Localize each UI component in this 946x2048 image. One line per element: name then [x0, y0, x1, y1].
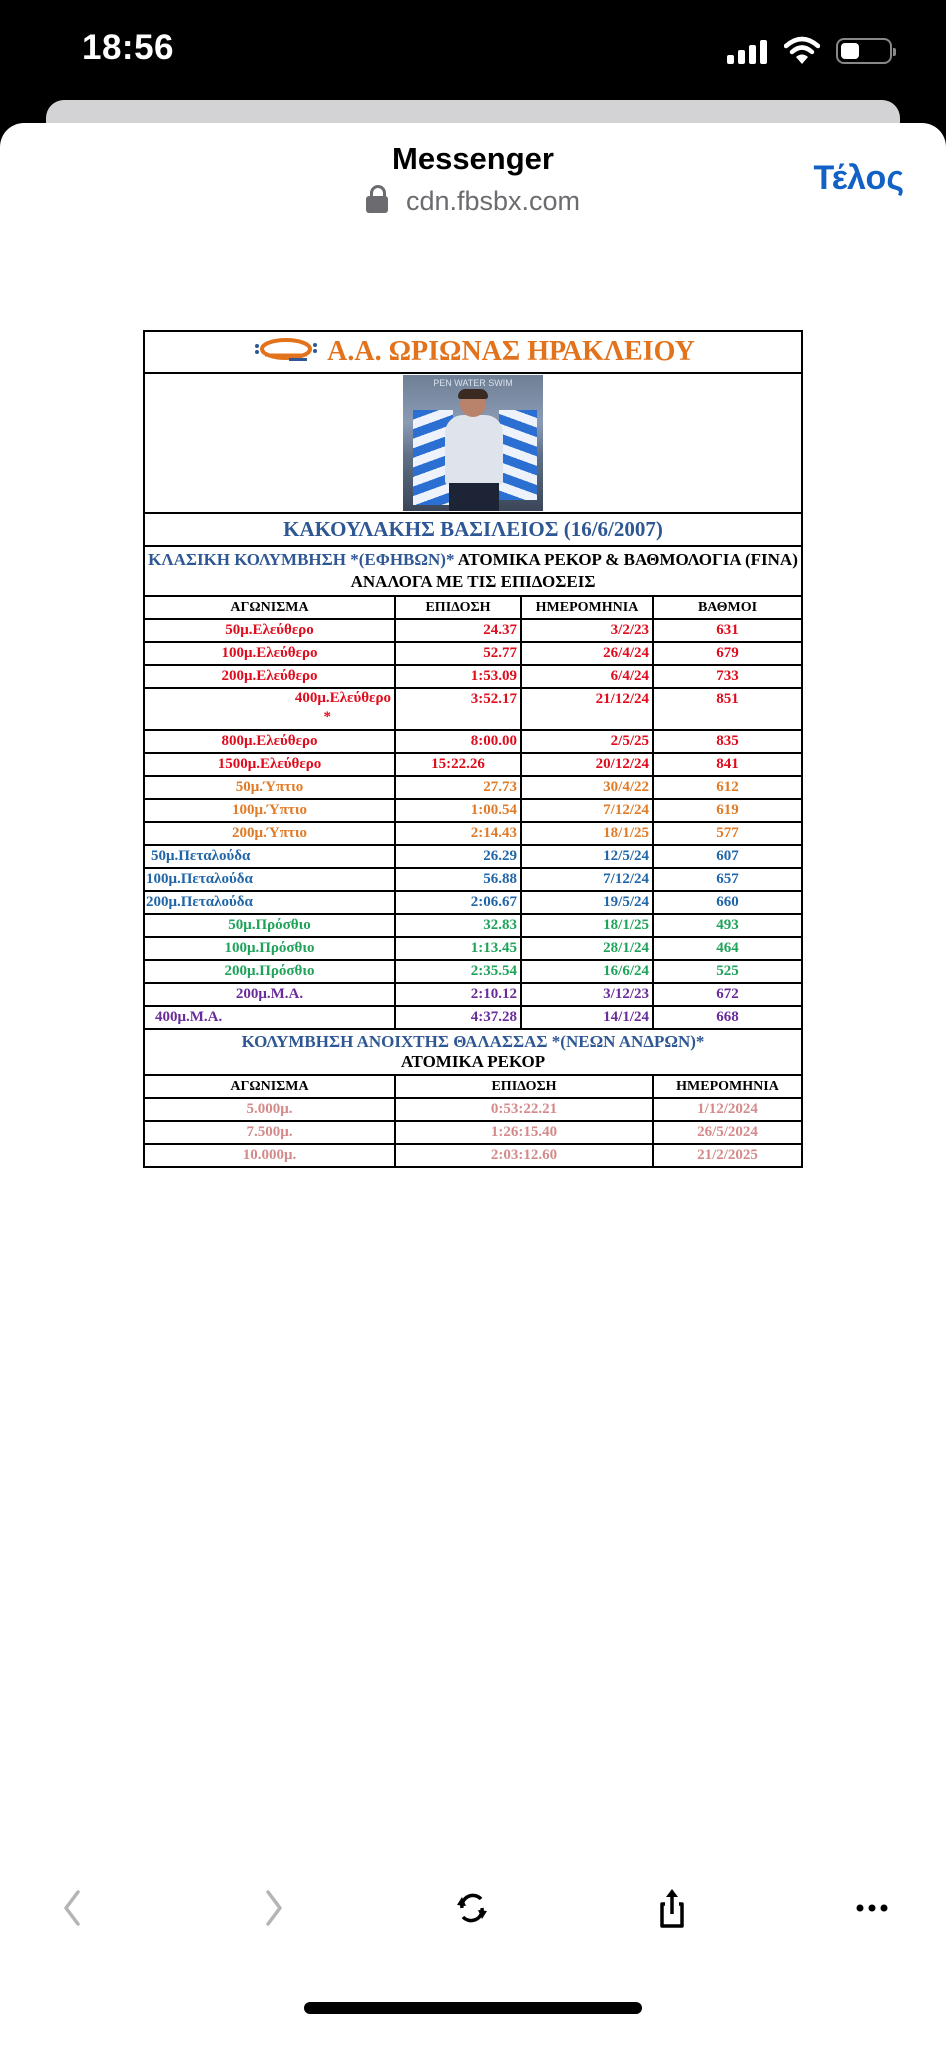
athlete-name: ΚΑΚΟΥΛΑΚΗΣ ΒΑΣΙΛΕΙΟΣ (16/6/2007) — [144, 513, 802, 546]
browser-title: Messenger — [392, 141, 554, 176]
event: 50μ.Πρόσθιο — [144, 914, 395, 937]
table-row — [144, 1006, 802, 1029]
open-water-header-row — [144, 1075, 802, 1098]
header-event: ΑΓΩΝΙΣΜΑ — [144, 596, 395, 619]
ow-header-time: ΕΠΙΔΟΣΗ — [395, 1075, 653, 1098]
table-row — [144, 642, 802, 665]
date: 14/1/24 — [521, 1006, 653, 1029]
event: 800μ.Ελεύθερο — [144, 730, 395, 753]
open-water-row — [144, 1144, 802, 1167]
open-water-title-blue: ΚΟΛΥΜΒΗΣΗ ΑΝΟΙΧΤΗΣ ΘΑΛΑΣΣΑΣ *(ΝΕΩΝ ΑΝΔΡΩΝ)* — [241, 1032, 705, 1051]
club-name: Α.Α. ΩΡΙΩΝΑΣ ΗΡΑΚΛΕΙΟΥ — [327, 336, 695, 367]
points: 835 — [653, 730, 802, 753]
points: 668 — [653, 1006, 802, 1029]
time: 56.88 — [395, 868, 521, 891]
records-table — [143, 330, 803, 1076]
points: 619 — [653, 799, 802, 822]
points: 493 — [653, 914, 802, 937]
points: 679 — [653, 642, 802, 665]
points: 657 — [653, 868, 802, 891]
url-bar[interactable] — [0, 185, 946, 217]
date: 6/4/24 — [521, 665, 653, 688]
table-row — [144, 960, 802, 983]
time: 4:37.28 — [395, 1006, 521, 1029]
pool-header-row — [144, 596, 802, 619]
time: 2:03:12.60 — [395, 1144, 653, 1167]
event: 200μ.Μ.Α. — [144, 983, 395, 1006]
time: 24.37 — [395, 619, 521, 642]
event: 400μ.Μ.Α. — [144, 1006, 395, 1029]
table-row — [144, 730, 802, 753]
time: 15:22.26 — [395, 753, 521, 776]
open-water-row — [144, 1121, 802, 1144]
record-document — [143, 330, 801, 1168]
chevron-left-icon[interactable] — [50, 1886, 94, 1930]
date: 21/2/2025 — [653, 1144, 802, 1167]
date: 18/1/25 — [521, 822, 653, 845]
event: 50μ.Ελεύθερο — [144, 619, 395, 642]
reload-icon[interactable] — [450, 1886, 494, 1930]
time: 8:00.00 — [395, 730, 521, 753]
done-button[interactable]: Τέλος — [813, 159, 904, 197]
event: 50μ.Πεταλούδα — [144, 845, 395, 868]
cellular-signal-icon — [727, 40, 771, 64]
event: 100μ.Ύπτιο — [144, 799, 395, 822]
time: 1:00.54 — [395, 799, 521, 822]
status-time: 18:56 — [82, 28, 175, 67]
points: 660 — [653, 891, 802, 914]
table-row — [144, 914, 802, 937]
more-icon[interactable] — [850, 1886, 894, 1930]
athlete-photo — [403, 375, 543, 511]
photo-cell — [144, 373, 802, 513]
table-row — [144, 937, 802, 960]
points: 607 — [653, 845, 802, 868]
club-logo-icon — [251, 334, 321, 364]
pool-title-blue: ΚΛΑΣΙΚΗ ΚΟΛΥΜΒΗΣΗ *(ΕΦΗΒΩΝ)* — [148, 550, 455, 569]
table-row — [144, 891, 802, 914]
points: 851 — [653, 688, 802, 730]
table-row — [144, 822, 802, 845]
time: 3:52.17 — [395, 688, 521, 730]
event: 100μ.Πεταλούδα — [144, 868, 395, 891]
event: 10.000μ. — [144, 1144, 395, 1167]
date: 28/1/24 — [521, 937, 653, 960]
time: 2:10.12 — [395, 983, 521, 1006]
time: 26.29 — [395, 845, 521, 868]
event: 200μ.Πεταλούδα — [144, 891, 395, 914]
open-water-row — [144, 1098, 802, 1121]
date: 26/5/2024 — [653, 1121, 802, 1144]
event: 200μ.Ύπτιο — [144, 822, 395, 845]
table-row — [144, 753, 802, 776]
date: 12/5/24 — [521, 845, 653, 868]
event: 200μ.Ελεύθερο — [144, 665, 395, 688]
club-title-cell — [144, 331, 802, 373]
open-water-title-black: ΑΤΟΜΙΚΑ ΡΕΚΟΡ — [400, 1052, 546, 1071]
event: 100μ.Πρόσθιο — [144, 937, 395, 960]
header-date: ΗΜΕΡΟΜΗΝΙΑ — [521, 596, 653, 619]
event: 1500μ.Ελεύθερο — [144, 753, 395, 776]
event: 7.500μ. — [144, 1121, 395, 1144]
time: 1:26:15.40 — [395, 1121, 653, 1144]
event: 200μ.Πρόσθιο — [144, 960, 395, 983]
home-indicator[interactable] — [304, 2002, 642, 2014]
table-row — [144, 845, 802, 868]
time: 2:35.54 — [395, 960, 521, 983]
table-row — [144, 665, 802, 688]
points: 464 — [653, 937, 802, 960]
points: 672 — [653, 983, 802, 1006]
event-note: * — [323, 709, 331, 725]
date: 3/2/23 — [521, 619, 653, 642]
wifi-icon — [784, 36, 820, 66]
date: 1/12/2024 — [653, 1098, 802, 1121]
date: 7/12/24 — [521, 799, 653, 822]
event: 50μ.Ύπτιο — [144, 776, 395, 799]
points: 631 — [653, 619, 802, 642]
chevron-right-icon[interactable] — [252, 1886, 296, 1930]
open-water-table — [143, 1074, 803, 1168]
table-row — [144, 983, 802, 1006]
table-row — [144, 799, 802, 822]
date: 3/12/23 — [521, 983, 653, 1006]
table-row — [144, 619, 802, 642]
date: 7/12/24 — [521, 868, 653, 891]
date: 18/1/25 — [521, 914, 653, 937]
ow-header-event: ΑΓΩΝΙΣΜΑ — [144, 1075, 395, 1098]
date: 26/4/24 — [521, 642, 653, 665]
header-points: ΒΑΘΜΟΙ — [653, 596, 802, 619]
ow-header-date: ΗΜΕΡΟΜΗΝΙΑ — [653, 1075, 802, 1098]
share-icon[interactable] — [650, 1886, 694, 1930]
time: 52.77 — [395, 642, 521, 665]
event-cell — [144, 688, 395, 730]
pool-section-title — [144, 546, 802, 596]
status-bar — [0, 0, 946, 100]
lock-icon — [366, 185, 388, 213]
event: 100μ.Ελεύθερο — [144, 642, 395, 665]
time: 2:06.67 — [395, 891, 521, 914]
date: 20/12/24 — [521, 753, 653, 776]
points: 577 — [653, 822, 802, 845]
battery-icon — [836, 38, 892, 64]
time: 1:13.45 — [395, 937, 521, 960]
time: 1:53.09 — [395, 665, 521, 688]
points: 841 — [653, 753, 802, 776]
time: 0:53:22.21 — [395, 1098, 653, 1121]
date: 19/5/24 — [521, 891, 653, 914]
pool-title-black: ΑΤΟΜΙΚΑ ΡΕΚΟΡ & ΒΑΘΜΟΛΟΓΙΑ (FINA) ΑΝΑΛΟΓΑ ΜΕ ΤΙΣ ΕΠΙΔΟΣΕΙΣ — [350, 550, 798, 591]
time: 2:14.43 — [395, 822, 521, 845]
event: 400μ.Ελεύθερο — [294, 690, 391, 706]
date: 30/4/22 — [521, 776, 653, 799]
points: 612 — [653, 776, 802, 799]
table-row — [144, 776, 802, 799]
url-text: cdn.fbsbx.com — [405, 186, 581, 216]
table-row — [144, 868, 802, 891]
date: 21/12/24 — [521, 688, 653, 730]
time: 32.83 — [395, 914, 521, 937]
points: 733 — [653, 665, 802, 688]
browser-toolbar — [0, 1878, 946, 1938]
time: 27.73 — [395, 776, 521, 799]
open-water-section-title — [144, 1029, 802, 1075]
header-time: ΕΠΙΔΟΣΗ — [395, 596, 521, 619]
date: 16/6/24 — [521, 960, 653, 983]
event: 5.000μ. — [144, 1098, 395, 1121]
photo-banner: PEN WATER SWIM — [433, 378, 513, 388]
table-row — [144, 688, 802, 730]
points: 525 — [653, 960, 802, 983]
date: 2/5/25 — [521, 730, 653, 753]
